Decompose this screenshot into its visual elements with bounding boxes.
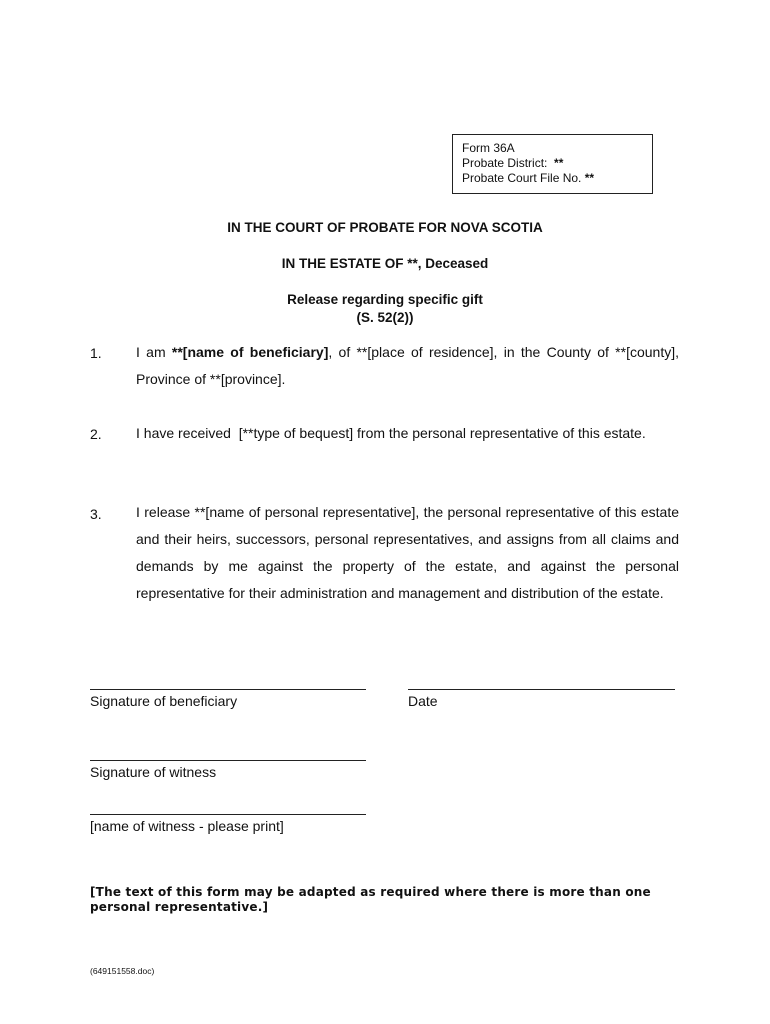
probate-district-label: Probate District: — [462, 156, 548, 170]
court-heading: IN THE COURT OF PROBATE FOR NOVA SCOTIA — [227, 220, 543, 235]
witness-name-label: [name of witness - please print] — [90, 818, 284, 834]
form-section: (S. 52(2)) — [356, 310, 414, 325]
witness-signature-label: Signature of witness — [90, 764, 217, 780]
paragraph-1-pre: I am — [136, 344, 166, 360]
paragraph-3-number: 3. — [90, 506, 102, 522]
form-title: Release regarding specific gift — [287, 292, 483, 307]
estate-heading: IN THE ESTATE OF **, Deceased — [281, 256, 489, 271]
probate-district-value: ** — [554, 156, 564, 170]
paragraph-1 — [136, 339, 679, 393]
paragraph-3: I release **[name of personal representative], the personal representative of this estate and their heirs, successors, personal representatives, and assigns from all claims and demands by me against the property of the estate, and against the personal representative for their administration and management and distribution of the estate. — [136, 504, 679, 601]
beneficiary-signature-label: Signature of beneficiary — [90, 693, 238, 709]
probate-file-value: ** — [584, 171, 595, 185]
probate-file-line — [462, 171, 652, 186]
probate-district-line — [462, 156, 652, 171]
document-footer: (649151558.doc) — [90, 966, 155, 976]
form-info-box — [452, 134, 653, 194]
probate-file-label: Probate Court File No. — [462, 171, 582, 185]
paragraph-2: I have received [**type of bequest] from the personal representative of this estate. — [136, 425, 646, 441]
form-number: Form 36A — [462, 141, 515, 155]
witness-name-line — [90, 814, 366, 815]
adaptation-note: [The text of this form may be adapted as required where there is more than one personal representative.] — [90, 885, 651, 914]
beneficiary-name-field: **[name of beneficiary] — [171, 344, 329, 360]
witness-signature-line — [90, 760, 366, 761]
beneficiary-signature-line — [90, 689, 366, 690]
date-line — [408, 689, 675, 690]
date-label: Date — [408, 693, 438, 709]
paragraph-1-number: 1. — [90, 345, 102, 361]
paragraph-1-post: , of **[place of residence], in the County of **[county], Province of **[province]. — [136, 344, 679, 387]
paragraph-2-number: 2. — [90, 426, 102, 442]
